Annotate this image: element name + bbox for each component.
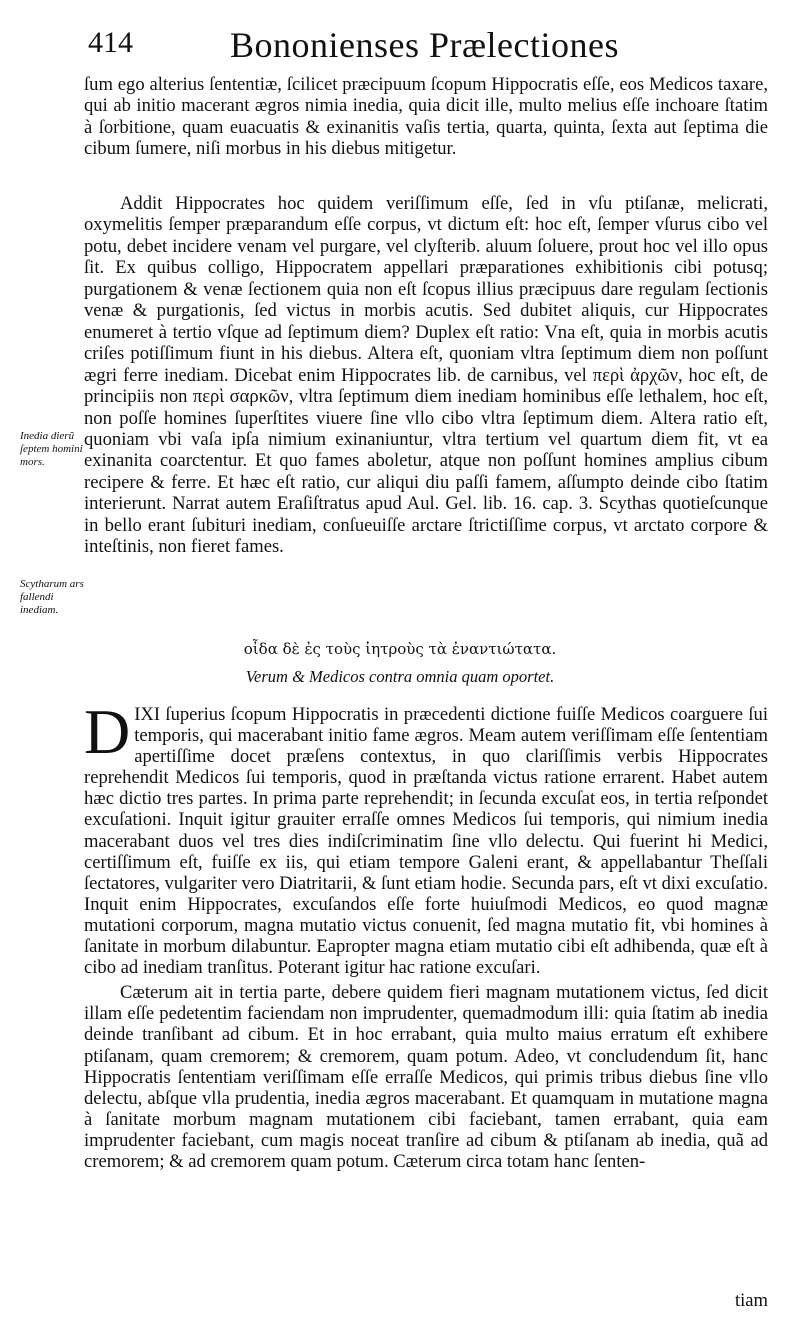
lemma-latin: Verum & Medicos contra omnia quam oportet.	[245, 667, 555, 686]
lemma-greek: οἶδα δὲ ἐς τοὺς ἰητροὺς τὰ ἐναντιώτατα.	[243, 640, 557, 658]
page-header	[80, 24, 780, 72]
page-number: 414	[88, 26, 133, 59]
margin-note-scytharum: Scytharum ars fallendi inediam.	[20, 578, 84, 616]
catchword: tiam	[734, 1290, 768, 1311]
running-head: Bononienses Prælectiones	[230, 25, 619, 65]
body-paragraph-1	[84, 74, 768, 190]
paragraph-text: Addit Hippocrates hoc quidem veriſſimum eſſe, ſed in vſu ptiſanæ, melicrati, oxymelitis ſemper præparandum eſſe corpus, vt dictum eſt: hoc eſt, ſemper vſurus cibo vel potu, debet incidere venam vel purgare, vel clyſterib. aluum ſoluere, prout hoc vel illo opus ſit. Ex quibus colligo, Hippocratem appellari præparationes exhibitionis cibi potusq; purgationem & venæ ſectionem quia non eſt ſcopus illius præcipuus dare regulam ſectionis venæ & purgationis, ſed victus in morbis acutis. Sed dubitet aliquis, cur Hippocrates enumeret à tertio vſque ad ſeptimum diem? Duplex eſt ratio: Vna eſt, quia in morbis acutis criſes potiſſimum fiunt in his diebus. Altera eſt, quoniam vltra ſeptimum diem non poſſunt ægri ferre inediam. Dicebat enim Hippocrates lib. de carnibus, vel περὶ ἀρχῶν, hoc eſt, de principiis non περὶ σαρκῶν, vltra ſeptimum diem inediam hominibus eſſe lethalem, hoc eſt, non poſſe homines ſuperſtites viuere ſine vllo cibo vltra ſeptimum diem. Altera ratio eſt, quoniam vbi vaſa ipſa nimium exinaniuntur, vltra tertium vel quartum diem fit, vt ea exinanita coarctentur. Et quo fames aboletur, atque non poſſunt homines amplius cibum recipere & ferre. Et hæc eſt ratio, cur aliqui diu paſſi famem, aſſumpto deinde cibo ſtatim interierunt. Narrat autem Eraſiſtratus apud Aul. Gel. lib. 16. cap. 3. Scythas quotieſcunque in bello erant ſubituri inediam, conſueuiſſe arctare ſtrictiſſime corpus, vt arctato corpore & inteſtinis, non fieret fames.	[84, 193, 768, 558]
body-paragraph-2	[84, 193, 768, 558]
commentary-section	[84, 696, 768, 1172]
section-paragraph-2: Cæterum ait in tertia parte, debere quidem fieri magnam mutationem victus, ſed dicit illam eſſe pedetentim faciendam non imprudenter, quemadmodum illi: quia ſtatim ab inedia deinde tranſibant ad cibum. Et in hoc errabant, quia multo maius erratum eſt exhibere ptiſanam, quam cremorem; & cremorem, quam potum. Adeo, vt concludendum ſit, hanc Hippocratis ſententiam veriſſimam eſſe erraſſe Medicos, qui primis tribus diebus ſine vllo delectu, abſque vlla prudentia, inedia ægros macerabant. Et quamquam in mutatione magna à ſanitate morbum magnam mutationem cibi faciebant, tamen errabant, quia eam imprudenter faciebant, cum magis noceat tranſire ad cibum & ptiſanam ab inedia, quã ad cremorem; & ad cremorem quam potum. Cæterum circa totam hanc ſenten-	[84, 982, 768, 1172]
drop-cap: D	[84, 696, 131, 767]
margin-note-inedia: Inedia dierũ ſeptem homini mors.	[20, 430, 83, 468]
paragraph-text: ſum ego alterius ſententiæ, ſcilicet præcipuum ſcopum Hippocratis eſſe, eos Medicos taxare, qui ab initio macerant ægros nimia inedia, quia dicit ille, multo melius eſſe inchoare ſtatim à ſorbitione, quam euacuatis & exinanitis vaſis tertia, quarta, quinta, ſexta aut ſeptima die cibum ſumere, niſi morbus in his diebus mitigetur.	[84, 74, 768, 160]
section-paragraph-1: IXI ſuperius ſcopum Hippocratis in præcedenti dictione fuiſſe Medicos coarguere ſui temporis, qui macerabant initio fame ægros. Meam autem veriſſimam eſſe ſententiam apertiſſime docet præſens contextus, in quo clariſſimis verbis Hippocrates reprehendit Medicos ſui temporis, quod in præſtanda victus ratione errarent. Habet autem hæc dictio tres partes. In prima parte reprehendit; in ſecunda excuſat eos, in tertia reſpondet excuſationi. Inquit igitur grauiter erraſſe omnes Medicos ſui temporis, qui nimium inedia macerabant duos vel tres dies indiſcriminatim ſine vllo delectu. Qui fuerint hi Medici, certiſſimum eſt, fuiſſe ex iis, qui etiam tempore Galeni erant, & appellabantur Theſſali ſectatores, vulgariter vero Diatritarii, & ſunt etiam hodie. Secunda pars, eſt vt dixi excuſatio. Inquit enim Hippocrates, excuſandos eſſe forte huiuſmodi Medicos, eo quod magnæ mutationi corporum, magna mutatio victus conuenit, ſed magna mutatio fit, vbi homines à ſanitate in morbum dilabuntur. Eapropter magna etiam mutatio cibi eſt adhibenda, quæ eſt à cibo ad inediam tranſitus. Poterant igitur hac ratione excuſari.	[84, 704, 768, 979]
